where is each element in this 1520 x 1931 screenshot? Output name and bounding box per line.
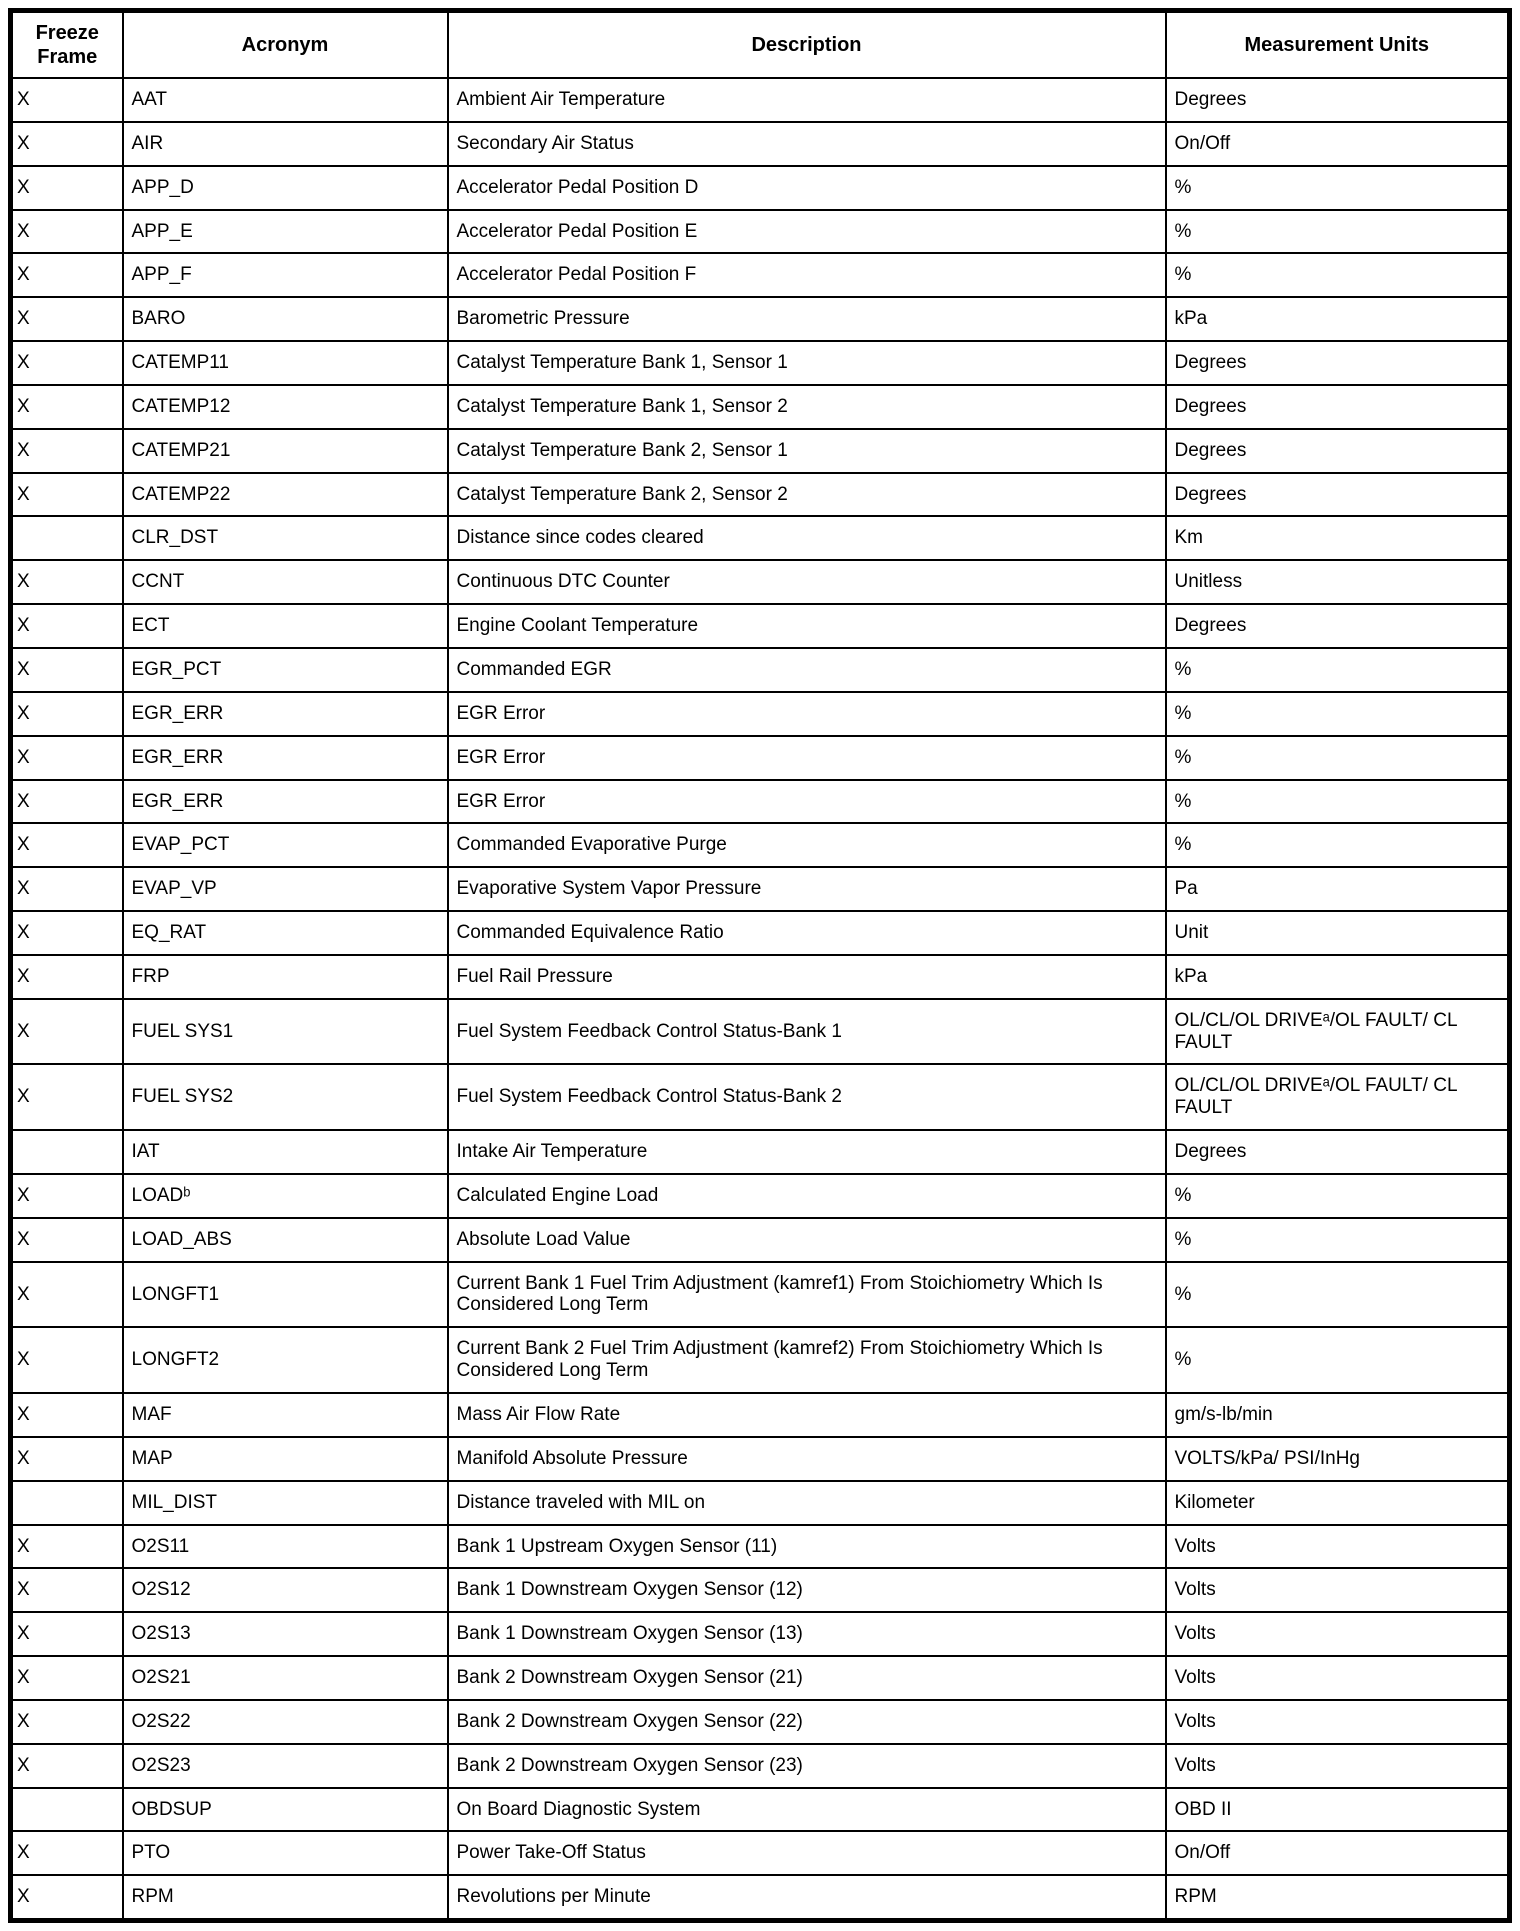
description-cell: Revolutions per Minute (448, 1875, 1166, 1920)
table-row (11, 1875, 1510, 1920)
units-cell: Volts (1166, 1612, 1510, 1656)
description-cell: Fuel System Feedback Control Status-Bank 1 (448, 999, 1166, 1065)
freeze-frame-cell: X (11, 1875, 123, 1920)
description-cell: Bank 1 Downstream Oxygen Sensor (12) (448, 1568, 1166, 1612)
units-cell: Kilometer (1166, 1481, 1510, 1525)
table-row (11, 1788, 1510, 1832)
acronym-cell: O2S13 (123, 1612, 448, 1656)
table-row (11, 297, 1510, 341)
header-description: Description (448, 11, 1166, 79)
acronym-cell: FUEL SYS1 (123, 999, 448, 1065)
units-cell: Unitless (1166, 560, 1510, 604)
units-cell: % (1166, 1218, 1510, 1262)
table-row (11, 1218, 1510, 1262)
acronym-cell: CATEMP11 (123, 341, 448, 385)
acronym-cell: O2S11 (123, 1525, 448, 1569)
units-cell: gm/s-lb/min (1166, 1393, 1510, 1437)
acronym-cell: EGR_PCT (123, 648, 448, 692)
table-row (11, 1174, 1510, 1218)
description-cell: Bank 2 Downstream Oxygen Sensor (21) (448, 1656, 1166, 1700)
table-row (11, 780, 1510, 824)
freeze-frame-cell: X (11, 604, 123, 648)
pid-table (8, 8, 1512, 1923)
table-row (11, 166, 1510, 210)
table-row (11, 560, 1510, 604)
acronym-cell: MAF (123, 1393, 448, 1437)
acronym-cell: ECT (123, 604, 448, 648)
header-freeze-frame: Freeze Frame (11, 11, 123, 79)
description-cell: Bank 2 Downstream Oxygen Sensor (22) (448, 1700, 1166, 1744)
units-cell: Degrees (1166, 341, 1510, 385)
table-row (11, 911, 1510, 955)
acronym-cell: MAP (123, 1437, 448, 1481)
freeze-frame-cell: X (11, 867, 123, 911)
acronym-cell: RPM (123, 1875, 448, 1920)
description-cell: Current Bank 1 Fuel Trim Adjustment (kamref1) From Stoichiometry Which Is Considered Long Term (448, 1262, 1166, 1328)
description-cell: EGR Error (448, 692, 1166, 736)
freeze-frame-cell: X (11, 166, 123, 210)
description-cell: Absolute Load Value (448, 1218, 1166, 1262)
freeze-frame-cell: X (11, 210, 123, 254)
description-cell: Evaporative System Vapor Pressure (448, 867, 1166, 911)
units-cell: Degrees (1166, 429, 1510, 473)
header-row (11, 11, 1510, 79)
units-cell: Volts (1166, 1700, 1510, 1744)
table-row (11, 1831, 1510, 1875)
freeze-frame-cell: X (11, 1327, 123, 1393)
freeze-frame-cell: X (11, 1064, 123, 1130)
table-row (11, 253, 1510, 297)
acronym-cell: BARO (123, 297, 448, 341)
acronym-cell: EQ_RAT (123, 911, 448, 955)
acronym-cell: O2S21 (123, 1656, 448, 1700)
description-cell: Distance traveled with MIL on (448, 1481, 1166, 1525)
acronym-cell: PTO (123, 1831, 448, 1875)
acronym-cell: CATEMP12 (123, 385, 448, 429)
description-cell: Bank 1 Downstream Oxygen Sensor (13) (448, 1612, 1166, 1656)
units-cell: Degrees (1166, 1130, 1510, 1174)
freeze-frame-cell: X (11, 1262, 123, 1328)
description-cell: Accelerator Pedal Position D (448, 166, 1166, 210)
table-row (11, 1568, 1510, 1612)
acronym-cell: O2S23 (123, 1744, 448, 1788)
units-cell: VOLTS/kPa/ PSI/InHg (1166, 1437, 1510, 1481)
table-row (11, 1612, 1510, 1656)
freeze-frame-cell: X (11, 1393, 123, 1437)
description-cell: On Board Diagnostic System (448, 1788, 1166, 1832)
table-row (11, 122, 1510, 166)
description-cell: Calculated Engine Load (448, 1174, 1166, 1218)
freeze-frame-cell (11, 516, 123, 560)
description-cell: Catalyst Temperature Bank 2, Sensor 1 (448, 429, 1166, 473)
description-cell: Commanded Evaporative Purge (448, 823, 1166, 867)
description-cell: Distance since codes cleared (448, 516, 1166, 560)
description-cell: Power Take-Off Status (448, 1831, 1166, 1875)
freeze-frame-cell (11, 1130, 123, 1174)
table-row (11, 1262, 1510, 1328)
units-cell: % (1166, 1327, 1510, 1393)
freeze-frame-cell: X (11, 1218, 123, 1262)
freeze-frame-cell: X (11, 473, 123, 517)
freeze-frame-cell: X (11, 692, 123, 736)
acronym-cell: CATEMP22 (123, 473, 448, 517)
units-cell: On/Off (1166, 122, 1510, 166)
acronym-cell: EGR_ERR (123, 692, 448, 736)
table-row (11, 736, 1510, 780)
table-body (11, 78, 1510, 1921)
table-row (11, 1327, 1510, 1393)
description-cell: EGR Error (448, 780, 1166, 824)
units-cell: % (1166, 692, 1510, 736)
header-measurement-units: Measurement Units (1166, 11, 1510, 79)
freeze-frame-cell: X (11, 1831, 123, 1875)
description-cell: Catalyst Temperature Bank 1, Sensor 1 (448, 341, 1166, 385)
description-cell: Fuel Rail Pressure (448, 955, 1166, 999)
description-cell: Commanded Equivalence Ratio (448, 911, 1166, 955)
description-cell: Engine Coolant Temperature (448, 604, 1166, 648)
table-row (11, 955, 1510, 999)
acronym-cell: LOADᵇ (123, 1174, 448, 1218)
freeze-frame-cell (11, 1788, 123, 1832)
table-row (11, 1656, 1510, 1700)
acronym-cell: EGR_ERR (123, 736, 448, 780)
units-cell: Volts (1166, 1525, 1510, 1569)
description-cell: Catalyst Temperature Bank 2, Sensor 2 (448, 473, 1166, 517)
freeze-frame-cell: X (11, 1568, 123, 1612)
table-row (11, 341, 1510, 385)
acronym-cell: APP_E (123, 210, 448, 254)
table-header (11, 11, 1510, 79)
units-cell: Volts (1166, 1744, 1510, 1788)
units-cell: Volts (1166, 1568, 1510, 1612)
freeze-frame-cell: X (11, 648, 123, 692)
freeze-frame-cell: X (11, 1174, 123, 1218)
units-cell: Degrees (1166, 78, 1510, 122)
description-cell: Mass Air Flow Rate (448, 1393, 1166, 1437)
units-cell: % (1166, 166, 1510, 210)
acronym-cell: FRP (123, 955, 448, 999)
freeze-frame-cell: X (11, 999, 123, 1065)
acronym-cell: O2S12 (123, 1568, 448, 1612)
description-cell: Fuel System Feedback Control Status-Bank 2 (448, 1064, 1166, 1130)
freeze-frame-cell: X (11, 736, 123, 780)
acronym-cell: MIL_DIST (123, 1481, 448, 1525)
table-row (11, 1700, 1510, 1744)
freeze-frame-cell: X (11, 823, 123, 867)
freeze-frame-cell: X (11, 1437, 123, 1481)
table-row (11, 1481, 1510, 1525)
acronym-cell: LONGFT1 (123, 1262, 448, 1328)
table-row (11, 516, 1510, 560)
table-row (11, 429, 1510, 473)
table-row (11, 1525, 1510, 1569)
acronym-cell: APP_D (123, 166, 448, 210)
table-row (11, 867, 1510, 911)
acronym-cell: APP_F (123, 253, 448, 297)
description-cell: Accelerator Pedal Position E (448, 210, 1166, 254)
acronym-cell: EVAP_PCT (123, 823, 448, 867)
freeze-frame-cell: X (11, 253, 123, 297)
table-row (11, 1393, 1510, 1437)
description-cell: Accelerator Pedal Position F (448, 253, 1166, 297)
freeze-frame-cell: X (11, 1656, 123, 1700)
table-row (11, 385, 1510, 429)
units-cell: Km (1166, 516, 1510, 560)
units-cell: On/Off (1166, 1831, 1510, 1875)
freeze-frame-cell: X (11, 560, 123, 604)
units-cell: % (1166, 823, 1510, 867)
units-cell: RPM (1166, 1875, 1510, 1920)
table-row (11, 1064, 1510, 1130)
units-cell: Volts (1166, 1656, 1510, 1700)
freeze-frame-cell: X (11, 1744, 123, 1788)
acronym-cell: EGR_ERR (123, 780, 448, 824)
description-cell: Ambient Air Temperature (448, 78, 1166, 122)
freeze-frame-cell: X (11, 1612, 123, 1656)
freeze-frame-cell (11, 1481, 123, 1525)
acronym-cell: AAT (123, 78, 448, 122)
table-row (11, 648, 1510, 692)
units-cell: % (1166, 1262, 1510, 1328)
table-row (11, 1744, 1510, 1788)
freeze-frame-cell: X (11, 1700, 123, 1744)
acronym-cell: IAT (123, 1130, 448, 1174)
acronym-cell: CCNT (123, 560, 448, 604)
acronym-cell: LONGFT2 (123, 1327, 448, 1393)
header-acronym: Acronym (123, 11, 448, 79)
freeze-frame-cell: X (11, 911, 123, 955)
freeze-frame-cell: X (11, 78, 123, 122)
description-cell: Commanded EGR (448, 648, 1166, 692)
units-cell: Degrees (1166, 385, 1510, 429)
freeze-frame-cell: X (11, 297, 123, 341)
acronym-cell: OBDSUP (123, 1788, 448, 1832)
units-cell: kPa (1166, 297, 1510, 341)
table-row (11, 473, 1510, 517)
description-cell: Continuous DTC Counter (448, 560, 1166, 604)
acronym-cell: CATEMP21 (123, 429, 448, 473)
acronym-cell: AIR (123, 122, 448, 166)
description-cell: Intake Air Temperature (448, 1130, 1166, 1174)
table-row (11, 604, 1510, 648)
freeze-frame-cell: X (11, 780, 123, 824)
freeze-frame-cell: X (11, 955, 123, 999)
description-cell: Manifold Absolute Pressure (448, 1437, 1166, 1481)
units-cell: % (1166, 780, 1510, 824)
description-cell: Bank 2 Downstream Oxygen Sensor (23) (448, 1744, 1166, 1788)
table-row (11, 823, 1510, 867)
units-cell: % (1166, 210, 1510, 254)
freeze-frame-cell: X (11, 385, 123, 429)
table-row (11, 210, 1510, 254)
table-row (11, 692, 1510, 736)
table-row (11, 1130, 1510, 1174)
units-cell: OL/CL/OL DRIVEᵃ/OL FAULT/ CL FAULT (1166, 999, 1510, 1065)
acronym-cell: O2S22 (123, 1700, 448, 1744)
freeze-frame-cell: X (11, 341, 123, 385)
units-cell: % (1166, 1174, 1510, 1218)
acronym-cell: EVAP_VP (123, 867, 448, 911)
units-cell: Degrees (1166, 473, 1510, 517)
units-cell: % (1166, 253, 1510, 297)
acronym-cell: LOAD_ABS (123, 1218, 448, 1262)
units-cell: kPa (1166, 955, 1510, 999)
units-cell: Degrees (1166, 604, 1510, 648)
description-cell: Secondary Air Status (448, 122, 1166, 166)
freeze-frame-cell: X (11, 429, 123, 473)
description-cell: Bank 1 Upstream Oxygen Sensor (11) (448, 1525, 1166, 1569)
freeze-frame-cell: X (11, 1525, 123, 1569)
units-cell: % (1166, 736, 1510, 780)
units-cell: OL/CL/OL DRIVEᵃ/OL FAULT/ CL FAULT (1166, 1064, 1510, 1130)
acronym-cell: FUEL SYS2 (123, 1064, 448, 1130)
units-cell: OBD II (1166, 1788, 1510, 1832)
description-cell: Barometric Pressure (448, 297, 1166, 341)
description-cell: Current Bank 2 Fuel Trim Adjustment (kamref2) From Stoichiometry Which Is Considered Long Term (448, 1327, 1166, 1393)
freeze-frame-cell: X (11, 122, 123, 166)
description-cell: EGR Error (448, 736, 1166, 780)
units-cell: Unit (1166, 911, 1510, 955)
table-row (11, 999, 1510, 1065)
units-cell: % (1166, 648, 1510, 692)
description-cell: Catalyst Temperature Bank 1, Sensor 2 (448, 385, 1166, 429)
acronym-cell: CLR_DST (123, 516, 448, 560)
table-row (11, 78, 1510, 122)
units-cell: Pa (1166, 867, 1510, 911)
table-row (11, 1437, 1510, 1481)
